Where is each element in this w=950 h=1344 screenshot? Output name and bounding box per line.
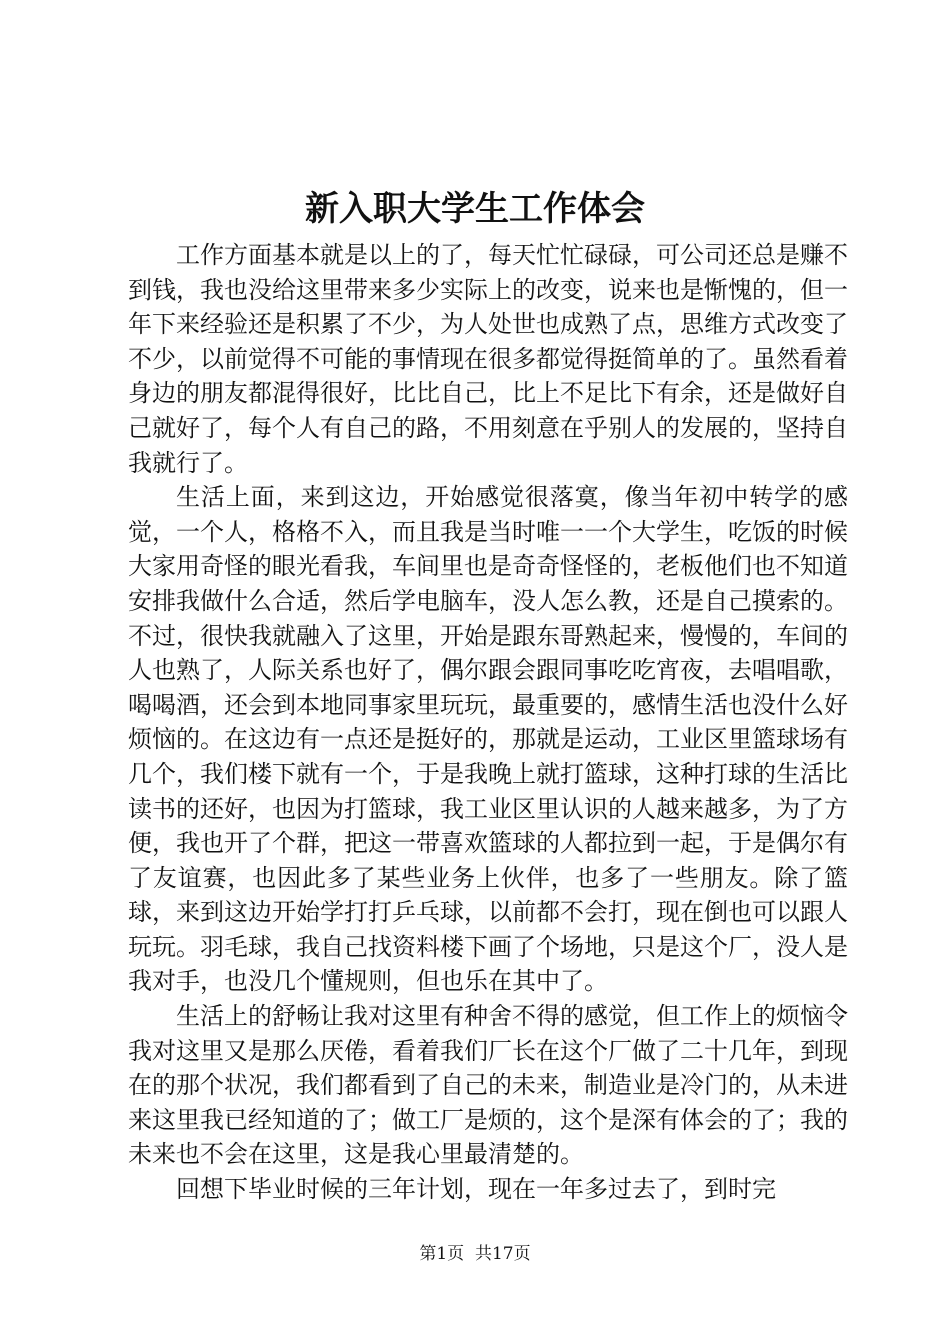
paragraph-feelings: 生活上的舒畅让我对这里有种舍不得的感觉，但工作上的烦恼令我对这里又是那么厌倦，看着我们厂长在这个厂做了二十几年，到现在的那个状况，我们都看到了自己的未来，制造业是冷门的，从未进来这里我已经知道的了；做工厂是烦的，这个是深有体会的了；我的未来也不会在这里，这是我心里最清楚的。 (128, 1002, 848, 1169)
page-footer: 第1页 共17页 (419, 1244, 531, 1264)
document-title: 新入职大学生工作体会 (305, 189, 645, 229)
paragraph-life: 生活上面，来到这边，开始感觉很落寞，像当年初中转学的感觉，一个人，格格不入，而且我是当时唯一一个大学生，吃饭的时候大家用奇怪的眼光看我，车间里也是奇奇怪怪的，老板他们也不知道安排我做什么合适，然后学电脑车，没人怎么教，还是自己摸索的。不过，很快我就融入了这里，开始是跟东哥熟起来，慢慢的，车间的人也熟了，人际关系也好了，偶尔跟会跟同事吃吃宵夜，去唱唱歌，喝喝酒，还会到本地同事家里玩玩，最重要的，感情生活也没什么好烦恼的。在这边有一点还是挺好的，那就是运动，工业区里篮球场有几个，我们楼下就有一个，于是我晚上就打篮球，这种打球的生活比读书的还好，也因为打篮球，我工业区里认识的人越来越多，为了方便，我也开了个群，把这一带喜欢篮球的人都拉到一起，于是偶尔有了友谊赛，也因此多了某些业务上伙伴，也多了一些朋友。除了篮球，来到这边开始学打打乒乓球，以前都不会打，现在倒也可以跟人玩玩。羽毛球，我自己找资料楼下画了个场地，只是这个厂，没人是我对手，也没几个懂规则，但也乐在其中了。 (128, 483, 848, 996)
paragraph-work: 工作方面基本就是以上的了，每天忙忙碌碌，可公司还总是赚不到钱，我也没给这里带来多少实际上的改变，说来也是惭愧的，但一年下来经验还是积累了不少，为人处世也成熟了点，思维方式改变了不少，以前觉得不可能的事情现在很多都觉得挺简单的了。虽然看着身边的朋友都混得很好，比比自己，比上不足比下有余，还是做好自己就好了，每个人有自己的路，不用刻意在乎别人的发展的，坚持自我就行了。 (128, 241, 848, 477)
document-body (128, 238, 848, 1207)
paragraph-plan: 回想下毕业时候的三年计划，现在一年多过去了，到时完 (176, 1175, 776, 1204)
